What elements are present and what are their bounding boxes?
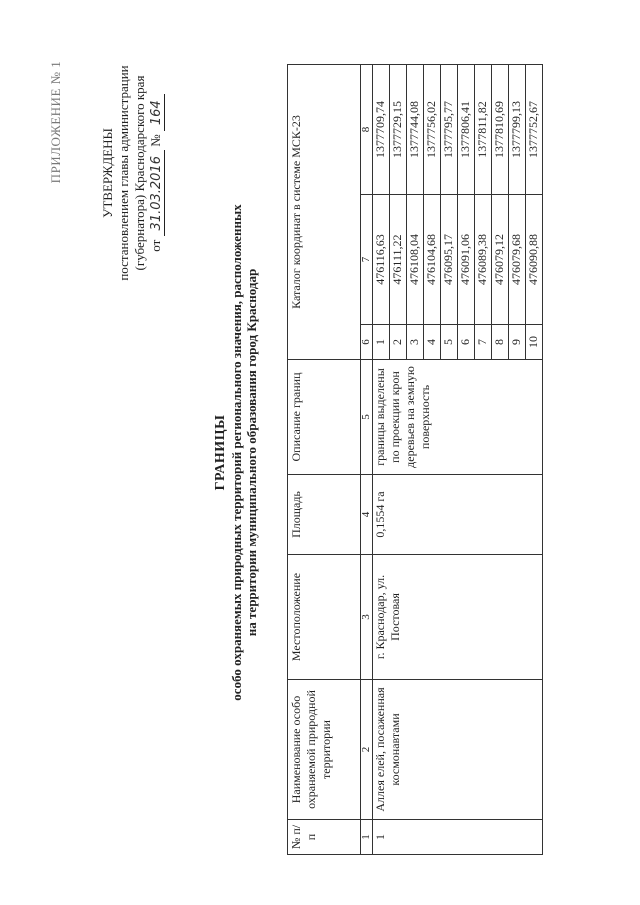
column-number-row	[361, 64, 373, 854]
approval-block	[100, 18, 165, 328]
header-name: Наименование особо охраняемой природной территории	[288, 680, 361, 820]
header-row	[288, 64, 361, 854]
coord-x: 476095,17	[441, 195, 458, 325]
coord-y: 1377729,15	[390, 64, 407, 194]
col-number: 5	[361, 360, 373, 475]
coord-y: 1377795,77	[441, 64, 458, 194]
document-subtitle-2: на территории муниципального образования город Краснодар	[244, 268, 259, 637]
coord-y: 1377709,74	[373, 64, 390, 194]
col-number: 3	[361, 555, 373, 680]
col-number: 6	[361, 325, 373, 360]
col-number: 2	[361, 680, 373, 820]
appendix-label: ПРИЛОЖЕНИЕ № 1	[48, 60, 63, 184]
coord-x: 476091,06	[458, 195, 475, 325]
col-number: 4	[361, 475, 373, 555]
point-number: 4	[424, 325, 441, 360]
document-subtitle-1: особо охраняемых природных территорий регионального значения, расположенных	[229, 204, 244, 701]
decree-line-1: постановлением главы администрации	[116, 65, 131, 281]
coord-y: 1377752,67	[526, 64, 543, 194]
coord-y: 1377744,08	[407, 64, 424, 194]
header-description: Описание границ	[288, 360, 361, 475]
cell-num: 1	[373, 820, 543, 855]
coord-y: 1377756,02	[424, 64, 441, 194]
coord-x: 476079,12	[492, 195, 509, 325]
cell-location: г. Краснодар, ул. Постовая	[373, 555, 543, 680]
point-number: 6	[458, 325, 475, 360]
number-prefix: №	[148, 134, 163, 147]
date-prefix: от	[148, 239, 163, 252]
decree-line-2: (губернатора) Краснодарского края	[132, 75, 147, 271]
coord-x: 476108,04	[407, 195, 424, 325]
coord-y: 1377799,13	[509, 64, 526, 194]
point-number: 9	[509, 325, 526, 360]
coord-x: 476090,88	[526, 195, 543, 325]
point-number: 10	[526, 325, 543, 360]
cell-area: 0,1554 га	[373, 475, 543, 555]
header-area: Площадь	[288, 475, 361, 555]
approved-label: УТВЕРЖДЕНЫ	[100, 128, 115, 218]
coord-x: 476104,68	[424, 195, 441, 325]
col-number: 7	[361, 195, 373, 325]
header-catalog: Каталог координат в системе МСК-23	[288, 64, 361, 359]
col-number: 8	[361, 64, 373, 194]
cell-name: Аллея елей, посаженная космонавтами	[373, 680, 543, 820]
coord-x: 476089,38	[475, 195, 492, 325]
coord-y: 1377806,41	[458, 64, 475, 194]
cell-description: границы выделены по проекции крон деревьев на земную поверхность	[373, 360, 543, 475]
header-num: № п/п	[288, 820, 361, 855]
point-number: 1	[373, 325, 390, 360]
table-row	[373, 64, 390, 854]
handwritten-number: 164	[149, 94, 165, 131]
document-title: ГРАНИЦЫ	[213, 414, 228, 491]
handwritten-date: 31.03.2016	[149, 150, 165, 236]
boundaries-table	[287, 64, 543, 855]
coord-x: 476116,63	[373, 195, 390, 325]
col-number: 1	[361, 820, 373, 855]
decree-date-line	[148, 18, 165, 328]
point-number: 7	[475, 325, 492, 360]
coord-y: 1377810,69	[492, 64, 509, 194]
point-number: 2	[390, 325, 407, 360]
point-number: 3	[407, 325, 424, 360]
coord-x: 476111,22	[390, 195, 407, 325]
coord-y: 1377811,82	[475, 64, 492, 194]
point-number: 5	[441, 325, 458, 360]
coord-x: 476079,68	[509, 195, 526, 325]
header-location: Местоположение	[288, 555, 361, 680]
point-number: 8	[492, 325, 509, 360]
